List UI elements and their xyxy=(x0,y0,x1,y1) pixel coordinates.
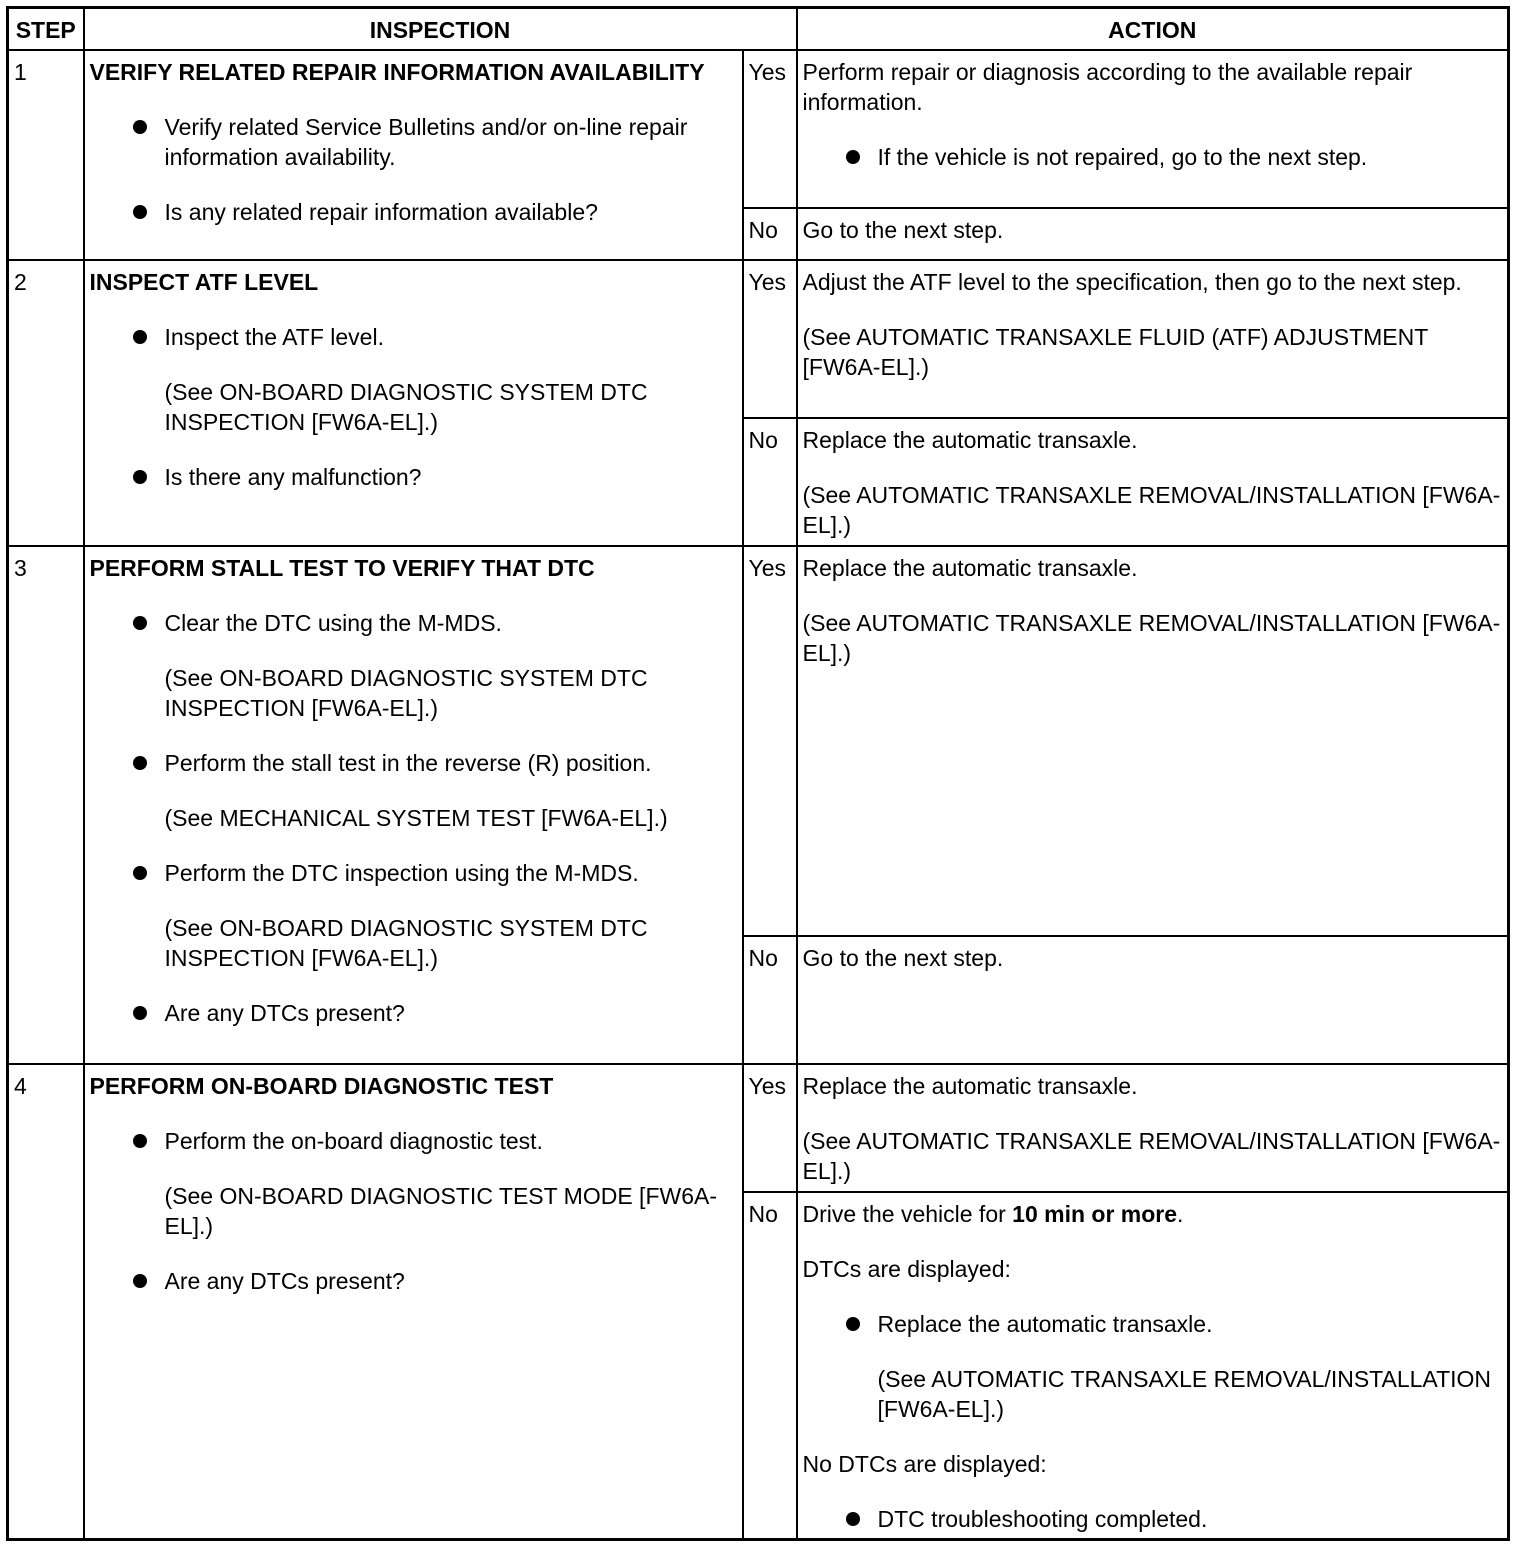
header-step: STEP xyxy=(8,8,84,51)
bullet-icon xyxy=(133,866,147,880)
step-1-yes-action xyxy=(797,50,1509,208)
step-3-item-2: Perform the stall test in the reverse (R) position. xyxy=(90,748,737,778)
step-3-title: PERFORM STALL TEST TO VERIFY THAT DTC xyxy=(89,555,595,581)
step-1-inspection xyxy=(84,50,743,260)
bullet-icon xyxy=(133,616,147,630)
step-4-yes-ref: (See AUTOMATIC TRANSAXLE REMOVAL/INSTALLATION [FW6A-EL].) xyxy=(802,1128,1501,1184)
step-4-yes-text: Replace the automatic transaxle. xyxy=(802,1073,1138,1099)
step-1-yes-bullet: If the vehicle is not repaired, go to the next step. xyxy=(803,142,1503,172)
step-3-yes-action xyxy=(797,546,1509,936)
bullet-icon xyxy=(133,470,147,484)
step-4-item-2: Are any DTCs present? xyxy=(90,1266,737,1296)
bullet-icon xyxy=(133,120,147,134)
step-2-item-1: Inspect the ATF level. xyxy=(90,322,737,352)
step-4-title: PERFORM ON-BOARD DIAGNOSTIC TEST xyxy=(89,1073,554,1099)
step-3-ref-3: (See ON-BOARD DIAGNOSTIC SYSTEM DTC INSPECTION [FW6A-EL].) xyxy=(164,915,648,971)
step-1-number: 1 xyxy=(8,50,84,260)
step-4-no-case-2: No DTCs are displayed: xyxy=(802,1451,1047,1477)
step-1-yes-text: Perform repair or diagnosis according to the available repair information. xyxy=(802,59,1413,115)
header-action: ACTION xyxy=(797,8,1509,51)
bullet-icon xyxy=(846,1512,860,1526)
diagnostic-procedure-table xyxy=(6,6,1510,1541)
step-1-yes-row xyxy=(8,50,1509,208)
step-2-yes-text: Adjust the ATF level to the specification, then go to the next step. xyxy=(802,269,1462,295)
step-3-yes-row xyxy=(8,546,1509,936)
step-4-no-label: No xyxy=(743,1192,797,1540)
step-2-ref-1: (See ON-BOARD DIAGNOSTIC SYSTEM DTC INSPECTION [FW6A-EL].) xyxy=(164,379,648,435)
step-3-no-label: No xyxy=(743,936,797,1064)
step-4-yes-row xyxy=(8,1064,1509,1192)
step-2-no-text: Replace the automatic transaxle. xyxy=(802,427,1138,453)
step-4-no-action xyxy=(797,1192,1509,1540)
bullet-icon xyxy=(846,150,860,164)
step-3-yes-ref: (See AUTOMATIC TRANSAXLE REMOVAL/INSTALLATION [FW6A-EL].) xyxy=(802,610,1501,666)
step-4-no-text: Drive the vehicle for 10 min or more. xyxy=(802,1201,1184,1227)
step-3-item-4: Are any DTCs present? xyxy=(90,998,737,1028)
step-3-item-3: Perform the DTC inspection using the M-MDS. xyxy=(90,858,737,888)
step-2-yes-action xyxy=(797,260,1509,418)
bullet-icon xyxy=(133,756,147,770)
step-4-no-case-2-bullet: DTC troubleshooting completed. xyxy=(803,1504,1503,1534)
step-3-inspection xyxy=(84,546,743,1064)
header-inspection: INSPECTION xyxy=(84,8,797,51)
step-2-title: INSPECT ATF LEVEL xyxy=(89,269,319,295)
step-2-yes-ref: (See AUTOMATIC TRANSAXLE FLUID (ATF) ADJUSTMENT [FW6A-EL].) xyxy=(802,324,1428,380)
duration-emphasis: 10 min or more xyxy=(1012,1201,1178,1227)
step-1-item-1: Verify related Service Bulletins and/or on-line repair information availability. xyxy=(90,112,737,172)
step-2-no-label: No xyxy=(743,418,797,546)
step-2-no-action xyxy=(797,418,1509,546)
step-2-number: 2 xyxy=(8,260,84,546)
bullet-icon xyxy=(133,205,147,219)
step-2-item-2: Is there any malfunction? xyxy=(90,462,737,492)
step-4-no-case-1-bullet: Replace the automatic transaxle. xyxy=(803,1309,1503,1339)
step-2-yes-row xyxy=(8,260,1509,418)
step-2-inspection xyxy=(84,260,743,546)
step-4-no-case-1: DTCs are displayed: xyxy=(802,1256,1011,1282)
bullet-icon xyxy=(846,1317,860,1331)
bullet-icon xyxy=(133,1134,147,1148)
step-4-number: 4 xyxy=(8,1064,84,1540)
step-4-no-case-1-ref: (See AUTOMATIC TRANSAXLE REMOVAL/INSTALLATION [FW6A-EL].) xyxy=(877,1366,1492,1422)
step-3-ref-2: (See MECHANICAL SYSTEM TEST [FW6A-EL].) xyxy=(164,805,668,831)
step-3-yes-label: Yes xyxy=(743,546,797,936)
step-4-inspection xyxy=(84,1064,743,1540)
bullet-icon xyxy=(133,1274,147,1288)
step-1-item-2: Is any related repair information available? xyxy=(90,197,737,227)
step-1-title: VERIFY RELATED REPAIR INFORMATION AVAILABILITY xyxy=(89,59,705,85)
step-3-ref-1: (See ON-BOARD DIAGNOSTIC SYSTEM DTC INSPECTION [FW6A-EL].) xyxy=(164,665,648,721)
bullet-icon xyxy=(133,1006,147,1020)
step-4-yes-action xyxy=(797,1064,1509,1192)
step-1-yes-label: Yes xyxy=(743,50,797,208)
step-2-no-ref: (See AUTOMATIC TRANSAXLE REMOVAL/INSTALLATION [FW6A-EL].) xyxy=(802,482,1501,538)
step-4-yes-label: Yes xyxy=(743,1064,797,1192)
step-1-no-action: Go to the next step. xyxy=(797,208,1509,260)
step-3-no-action: Go to the next step. xyxy=(797,936,1509,1064)
step-3-item-1: Clear the DTC using the M-MDS. xyxy=(90,608,737,638)
step-3-yes-text: Replace the automatic transaxle. xyxy=(802,555,1138,581)
header-row xyxy=(8,8,1509,51)
step-3-number: 3 xyxy=(8,546,84,1064)
step-4-item-1: Perform the on-board diagnostic test. xyxy=(90,1126,737,1156)
bullet-icon xyxy=(133,330,147,344)
step-4-ref-1: (See ON-BOARD DIAGNOSTIC TEST MODE [FW6A-EL].) xyxy=(164,1183,717,1239)
step-2-yes-label: Yes xyxy=(743,260,797,418)
step-1-no-label: No xyxy=(743,208,797,260)
